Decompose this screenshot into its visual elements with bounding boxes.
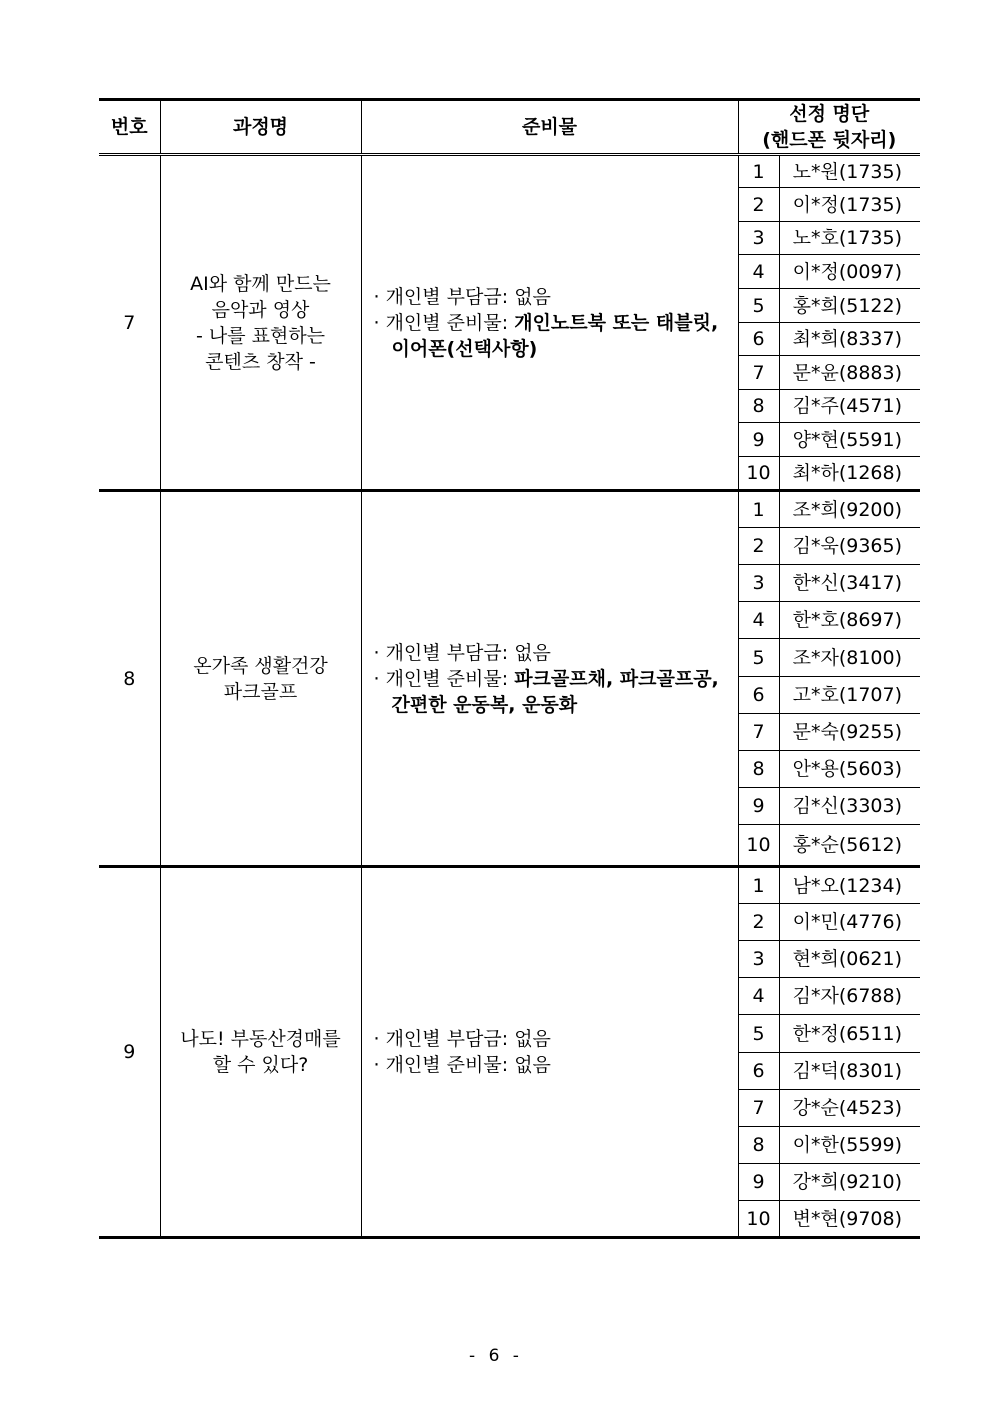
person-index: 2 xyxy=(738,188,779,222)
prep-cost-label: · 개인별 부담금: xyxy=(373,641,515,664)
person-index: 8 xyxy=(738,1127,779,1164)
table-row xyxy=(99,155,920,188)
prep-cell xyxy=(361,155,738,491)
header-number: 번호 xyxy=(99,100,160,155)
table-row xyxy=(99,491,920,528)
person-name: 최*하(1268) xyxy=(779,457,920,491)
person-index: 3 xyxy=(738,565,779,602)
person-index: 10 xyxy=(738,1201,779,1238)
person-index: 8 xyxy=(738,751,779,788)
course-name-line: 파크골프 xyxy=(223,680,298,703)
course-name-line: 할 수 있다? xyxy=(212,1054,309,1076)
person-index: 4 xyxy=(738,602,779,639)
person-index: 1 xyxy=(738,867,779,904)
prep-cost-label: · 개인별 부담금: xyxy=(373,285,515,308)
person-name: 문*숙(9255) xyxy=(779,714,920,751)
group-number: 8 xyxy=(99,491,160,867)
table-body xyxy=(99,155,920,1238)
person-index: 9 xyxy=(738,1164,779,1201)
person-name: 이*정(1735) xyxy=(779,188,920,222)
course-name-line: 나도! 부동산경매를 xyxy=(180,1028,341,1050)
course-name-line: AI와 함께 만드는 xyxy=(190,272,331,295)
header-selection-line1: 선정 명단 xyxy=(789,103,870,125)
person-name: 홍*희(5122) xyxy=(779,289,920,323)
course-name xyxy=(160,491,361,867)
person-index: 7 xyxy=(738,1090,779,1127)
person-name: 김*주(4571) xyxy=(779,390,920,423)
prep-cost-value: 없음 xyxy=(514,285,551,308)
person-name: 현*희(0621) xyxy=(779,941,920,978)
person-index: 6 xyxy=(738,323,779,356)
person-name: 안*용(5603) xyxy=(779,751,920,788)
prep-items-label: · 개인별 준비물: xyxy=(373,1054,515,1076)
prep-items-line xyxy=(374,666,738,718)
table-row xyxy=(99,867,920,904)
person-name: 강*순(4523) xyxy=(779,1090,920,1127)
course-name xyxy=(160,155,361,491)
prep-items-label: · 개인별 준비물: xyxy=(373,667,515,690)
person-name: 이*민(4776) xyxy=(779,904,920,941)
person-index: 4 xyxy=(738,978,779,1015)
prep-cost-value: 없음 xyxy=(514,641,551,664)
prep-items-value: 개인노트북 또는 태블릿, 이어폰(선택사항) xyxy=(391,311,719,360)
person-index: 5 xyxy=(738,289,779,323)
person-index: 4 xyxy=(738,255,779,289)
prep-items-line xyxy=(374,1052,738,1078)
person-index: 2 xyxy=(738,904,779,941)
person-name: 고*호(1707) xyxy=(779,677,920,714)
person-index: 7 xyxy=(738,356,779,390)
prep-cost-line xyxy=(374,284,738,310)
selection-table xyxy=(99,98,920,1239)
course-name xyxy=(160,867,361,1238)
person-name: 한*신(3417) xyxy=(779,565,920,602)
person-index: 1 xyxy=(738,491,779,528)
prep-cost-label: · 개인별 부담금: xyxy=(373,1028,515,1050)
person-name: 이*정(0097) xyxy=(779,255,920,289)
page-number: - 6 - xyxy=(469,1346,523,1366)
person-index: 10 xyxy=(738,457,779,491)
person-name: 양*현(5591) xyxy=(779,423,920,457)
person-index: 6 xyxy=(738,1053,779,1090)
person-name: 강*희(9210) xyxy=(779,1164,920,1201)
group-number: 7 xyxy=(99,155,160,491)
person-index: 7 xyxy=(738,714,779,751)
person-index: 8 xyxy=(738,390,779,423)
prep-items-value: 파크골프채, 파크골프공, 간편한 운동복, 운동화 xyxy=(391,667,719,716)
person-index: 9 xyxy=(738,788,779,825)
person-name: 이*한(5599) xyxy=(779,1127,920,1164)
header-prep: 준비물 xyxy=(361,100,738,155)
person-index: 2 xyxy=(738,528,779,565)
person-name: 조*자(8100) xyxy=(779,639,920,677)
person-index: 3 xyxy=(738,222,779,255)
person-name: 남*오(1234) xyxy=(779,867,920,904)
prep-cost-value: 없음 xyxy=(514,1028,551,1050)
person-index: 10 xyxy=(738,825,779,867)
person-index: 6 xyxy=(738,677,779,714)
prep-cell xyxy=(361,867,738,1238)
person-index: 3 xyxy=(738,941,779,978)
person-index: 9 xyxy=(738,423,779,457)
person-name: 김*신(3303) xyxy=(779,788,920,825)
course-name-line: 온가족 생활건강 xyxy=(193,654,328,677)
person-name: 한*정(6511) xyxy=(779,1015,920,1053)
person-name: 최*희(8337) xyxy=(779,323,920,356)
person-name: 변*현(9708) xyxy=(779,1201,920,1238)
course-name-line: 음악과 영상 xyxy=(211,298,310,321)
person-name: 노*원(1735) xyxy=(779,155,920,188)
prep-cell xyxy=(361,491,738,867)
prep-items-value: 없음 xyxy=(514,1054,551,1076)
prep-items-label: · 개인별 준비물: xyxy=(373,311,515,334)
prep-cost-line xyxy=(374,1026,738,1052)
person-name: 김*욱(9365) xyxy=(779,528,920,565)
person-name: 김*자(6788) xyxy=(779,978,920,1015)
prep-cost-line xyxy=(374,640,738,666)
person-name: 한*호(8697) xyxy=(779,602,920,639)
header-course: 과정명 xyxy=(160,100,361,155)
header-selection xyxy=(738,100,920,155)
prep-items-line xyxy=(374,310,738,362)
course-name-line: - 나를 표현하는 xyxy=(195,324,326,347)
header-row xyxy=(99,100,920,155)
person-index: 1 xyxy=(738,155,779,188)
person-name: 조*희(9200) xyxy=(779,491,920,528)
course-name-line: 콘텐츠 창작 - xyxy=(205,350,316,373)
person-name: 문*윤(8883) xyxy=(779,356,920,390)
person-index: 5 xyxy=(738,639,779,677)
person-name: 홍*순(5612) xyxy=(779,825,920,867)
header-selection-line2: (핸드폰 뒷자리) xyxy=(762,129,897,151)
person-name: 김*덕(8301) xyxy=(779,1053,920,1090)
person-name: 노*호(1735) xyxy=(779,222,920,255)
group-number: 9 xyxy=(99,867,160,1238)
person-index: 5 xyxy=(738,1015,779,1053)
